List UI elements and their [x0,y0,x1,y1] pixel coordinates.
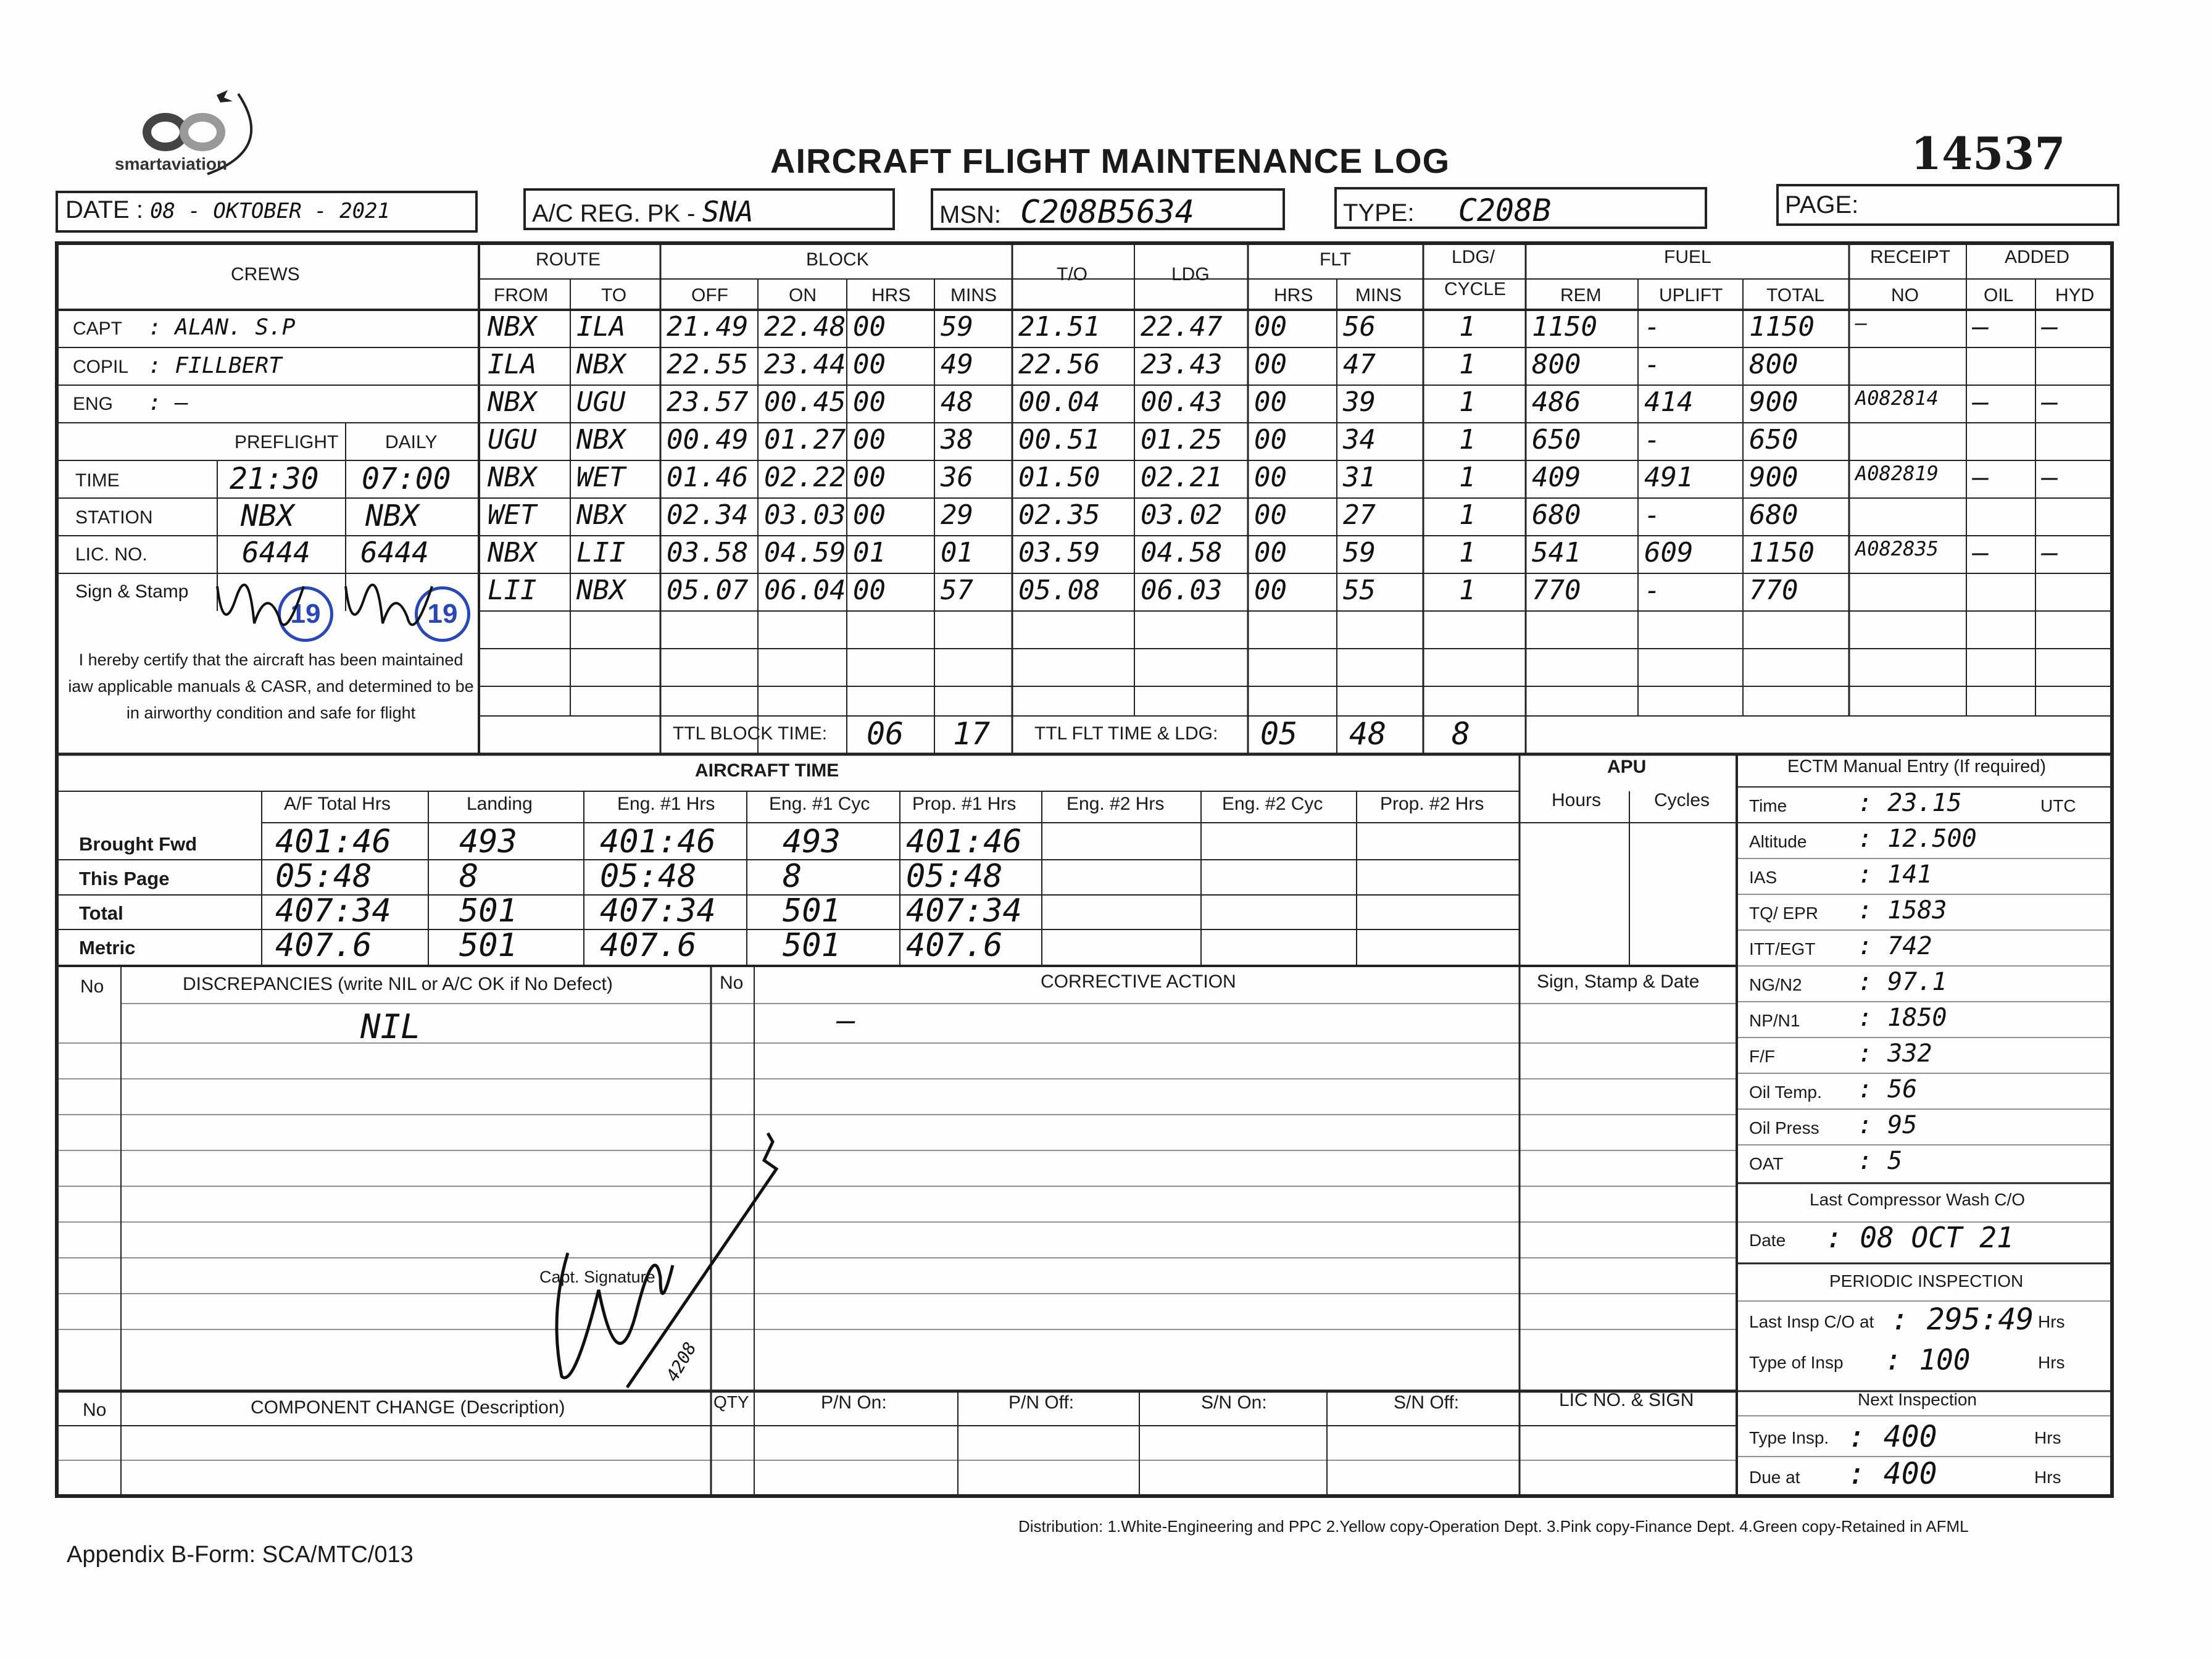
crew-label-capt: CAPT [73,318,123,339]
ectm-label: NP/N1 [1749,1011,1800,1030]
aircraft-time-value[interactable]: 501 [783,927,841,964]
ldg-cycle-header-2: CYCLE [1444,279,1507,299]
type-insp-label: Type of Insp [1749,1353,1844,1372]
aircraft-time-col-header: A/F Total Hrs [284,794,391,814]
aircraft-time-value[interactable]: 05:48 [600,858,697,895]
aircraft-time-value[interactable]: 401:46 [906,823,1022,860]
mins-header: MINS [950,285,997,306]
next-inspection-title: Next Inspection [1858,1390,1977,1409]
cell-on[interactable]: 00.45 [764,386,846,418]
cell-hrs[interactable]: 00 [853,499,886,531]
cell-fuel-rem[interactable]: 486 [1532,386,1581,418]
comp-qty-header: QTY [713,1392,749,1412]
aircraft-time-col-header: Eng. #1 Hrs [617,794,715,814]
cell-hyd-added[interactable]: — [2042,537,2058,568]
cell-from[interactable]: ILA [488,349,537,380]
cell-off[interactable]: 22.55 [667,349,749,380]
cell-hrs[interactable]: 00 [853,311,886,343]
cell-mins[interactable]: 38 [941,424,973,455]
aircraft-time-row-label: Total [79,902,123,924]
cell-hrs[interactable]: 00 [853,424,886,455]
cell-receipt-no[interactable]: A082819 [1855,462,1939,485]
station-label: STATION [75,507,153,528]
cell-ldg-cycle[interactable]: 1 [1459,424,1476,455]
ectm-label: F/F [1749,1047,1775,1066]
off-header: OFF [691,285,728,306]
ectm-value[interactable]: : 332 [1858,1039,1932,1068]
comp-no-header: No [83,1400,107,1420]
cell-hrs[interactable]: 00 [853,349,886,380]
form-title: AIRCRAFT FLIGHT MAINTENANCE LOG [770,141,1450,180]
capt-signature-number: 4208 [662,1339,701,1385]
aircraft-time-title: AIRCRAFT TIME [695,760,839,781]
cell-to[interactable]: UGU [576,386,626,418]
cell-from[interactable]: WET [488,499,537,531]
inspector-stamp-daily: 19 [415,586,470,642]
cell-hrs[interactable]: 01 [853,537,886,568]
aircraft-time-value[interactable]: 401:46 [600,823,716,860]
cell-landing[interactable]: 23.43 [1141,349,1223,380]
next-type-label: Type Insp. [1749,1428,1829,1447]
cell-from[interactable]: LII [488,575,537,606]
station-preflight[interactable]: NBX [241,499,294,533]
sn-off-header: S/N Off: [1394,1392,1460,1413]
cell-landing[interactable]: 01.25 [1141,424,1223,455]
cell-ldg-cycle[interactable]: 1 [1459,575,1476,606]
cell-from[interactable]: NBX [488,537,537,568]
cell-fuel-uplift[interactable]: - [1644,349,1661,380]
flt-header: FLT [1320,249,1352,270]
cell-mins[interactable]: 57 [941,575,973,606]
cell-oil-added[interactable]: — [1973,537,1989,568]
cell-on[interactable]: 01.27 [764,424,846,455]
cell-mins[interactable]: 48 [941,386,973,418]
sign-label: Sign & Stamp [75,581,189,602]
cell-landing[interactable]: 06.03 [1141,575,1223,606]
aircraft-time-col-header: Eng. #2 Cyc [1222,794,1323,814]
aircraft-time-value[interactable]: 407.6 [906,927,1003,964]
cell-oil-added[interactable]: — [1973,462,1989,493]
from-header: FROM [494,285,549,306]
preflight-header: PREFLIGHT [235,432,339,452]
reg-value: SNA [702,195,754,228]
cell-to[interactable]: WET [576,462,626,493]
ttl-block-label: TTL BLOCK TIME: [673,723,828,744]
added-header: ADDED [2005,247,2070,267]
cell-takeoff[interactable]: 05.08 [1018,575,1100,606]
ectm-title: ECTM Manual Entry (If required) [1787,757,2047,776]
serial-number: 14537 [1911,127,2066,180]
cell-landing[interactable]: 03.02 [1141,499,1223,531]
cell-fuel-uplift[interactable]: 491 [1644,462,1694,493]
ttl-flt-mins[interactable]: 48 [1349,716,1387,752]
cell-fuel-rem[interactable]: 1150 [1532,311,1597,343]
ttl-ldg[interactable]: 8 [1452,716,1471,752]
to2-header: TO [601,285,627,306]
cell-takeoff[interactable]: 00.04 [1018,386,1100,418]
pn-on-header: P/N On: [821,1392,887,1413]
to-header: T/O [1057,264,1087,285]
ectm-unit: UTC [2040,796,2076,815]
aircraft-time-value[interactable]: 407:34 [906,892,1022,929]
pn-off-header: P/N Off: [1008,1392,1075,1413]
aircraft-time-value[interactable]: 8 [783,858,802,895]
aircraft-time-value[interactable]: 401:46 [275,823,391,860]
cell-on[interactable]: 04.59 [764,537,846,568]
msn-value: C208B5634 [1020,194,1194,231]
cell-off[interactable]: 01.46 [667,462,749,493]
cell-ldg-cycle[interactable]: 1 [1459,386,1476,418]
lic-label: LIC. NO. [75,544,148,565]
cell-from[interactable]: NBX [488,311,537,343]
cell-fuel-uplift[interactable]: 414 [1644,386,1694,418]
cell-hyd-added[interactable]: — [2042,462,2058,493]
distribution-note: Distribution: 1.White-Engineering and PPC 2.Yellow copy-Operation Dept. 3.Pink copy-Finance Dept. 4.Green copy-Retained in AFML [1018,1517,1969,1536]
cell-flt-hrs[interactable]: 00 [1254,311,1287,343]
aircraft-time-value[interactable]: 407:34 [275,892,391,929]
cell-fuel-rem[interactable]: 650 [1532,424,1581,455]
cell-flt-mins[interactable]: 39 [1343,386,1376,418]
lic-sign-header: LIC NO. & SIGN [1559,1390,1694,1410]
ectm-value[interactable]: : 5 [1858,1147,1903,1175]
receipt-header: RECEIPT [1870,247,1951,267]
cell-ldg-cycle[interactable]: 1 [1459,499,1476,531]
cell-fuel-rem[interactable]: 680 [1532,499,1581,531]
time-daily[interactable]: 07:00 [362,462,451,496]
crew-name-capt[interactable]: : ALAN. S.P [148,315,296,340]
route-header: ROUTE [536,249,601,270]
certify-statement: I hereby certify that the aircraft has been maintained iaw applicable manuals & CASR, and determined to be in airworthy condition and safe for flight [68,651,474,722]
ttl-flt-label: TTL FLT TIME & LDG: [1034,723,1218,744]
cell-fuel-uplift[interactable]: - [1644,499,1661,531]
time-preflight[interactable]: 21:30 [230,462,319,496]
cell-on[interactable]: 02.22 [764,462,846,493]
cell-flt-mins[interactable]: 34 [1343,424,1376,455]
page-label: PAGE: [1785,191,1859,218]
corr-no-header: No [720,973,744,993]
cell-off[interactable]: 00.49 [667,424,749,455]
daily-header: DAILY [385,432,438,452]
aircraft-time-value[interactable]: 407:34 [600,892,716,929]
cell-fuel-total[interactable]: 680 [1749,499,1798,531]
aircraft-time-col-header: Eng. #2 Hrs [1066,794,1165,814]
rem-header: REM [1560,285,1602,306]
cell-off[interactable]: 03.58 [667,537,749,568]
cell-fuel-total[interactable]: 900 [1749,386,1798,418]
ectm-label: Altitude [1749,832,1807,851]
cell-flt-mins[interactable]: 55 [1343,575,1376,606]
aircraft-time-row-label: This Page [79,868,170,889]
apu-cycles-header: Cycles [1654,790,1710,810]
date-value: 08 - OKTOBER - 2021 [150,199,390,223]
type-insp-value[interactable]: : 100 [1885,1343,1971,1376]
ectm-label: Oil Temp. [1749,1083,1822,1102]
cell-receipt-no[interactable]: A082835 [1855,537,1939,560]
aircraft-time-value[interactable]: 501 [459,892,517,929]
flt-hrs-header: HRS [1274,285,1313,306]
inspector-stamp-preflight: 19 [278,586,333,642]
cell-ldg-cycle[interactable]: 1 [1459,537,1476,568]
cell-from[interactable]: NBX [488,386,537,418]
aircraft-time-value[interactable]: 493 [783,823,841,860]
cell-fuel-total[interactable]: 1150 [1749,537,1815,568]
cell-hrs[interactable]: 00 [853,386,886,418]
aircraft-time-value[interactable]: 501 [459,927,517,964]
type-value: C208B [1458,193,1552,228]
aircraft-time-value[interactable]: 493 [459,823,517,860]
block-header: BLOCK [806,249,869,270]
ectm-value[interactable]: : 95 [1858,1111,1918,1139]
sn-on-header: S/N On: [1201,1392,1267,1413]
cell-flt-hrs[interactable]: 00 [1254,575,1287,606]
cell-takeoff[interactable]: 02.35 [1018,499,1100,531]
ttl-flt-hrs[interactable]: 05 [1260,716,1298,752]
cell-hrs[interactable]: 00 [853,575,886,606]
sign-stamp-header: Sign, Stamp & Date [1537,971,1700,992]
cell-to[interactable]: LII [576,537,626,568]
cell-landing[interactable]: 02.21 [1141,462,1223,493]
cell-fuel-rem[interactable]: 409 [1532,462,1581,493]
cell-mins[interactable]: 01 [941,537,973,568]
due-unit: Hrs [2034,1468,2061,1487]
no-header: NO [1891,285,1919,306]
cell-takeoff[interactable]: 22.56 [1018,349,1100,380]
cell-takeoff[interactable]: 03.59 [1018,537,1100,568]
cell-flt-hrs[interactable]: 00 [1254,537,1287,568]
aircraft-time-value[interactable]: 05:48 [906,858,1003,895]
crew-label-eng: ENG [73,394,114,414]
cell-fuel-total[interactable]: 900 [1749,462,1798,493]
cell-mins[interactable]: 59 [941,311,973,343]
last-insp-label: Last Insp C/O at [1749,1312,1874,1331]
aircraft-time-value[interactable]: 8 [459,858,479,895]
cell-to[interactable]: NBX [576,424,626,455]
next-type-unit: Hrs [2034,1428,2061,1447]
crew-name-copil[interactable]: : FILLBERT [148,353,282,378]
ectm-value[interactable]: : 97.1 [1858,968,1947,996]
brand-name: smartaviation [115,154,228,173]
type-label: TYPE: [1343,199,1415,227]
cell-ldg-cycle[interactable]: 1 [1459,349,1476,380]
disc-title: DISCREPANCIES (write NIL or A/C OK if No Defect) [183,974,613,994]
cell-to[interactable]: NBX [576,349,626,380]
compressor-title: Last Compressor Wash C/O [1810,1190,2026,1209]
corrective-entry[interactable]: — [837,1002,856,1038]
cell-fuel-uplift[interactable]: - [1644,311,1661,343]
hrs-header: HRS [871,285,911,306]
aircraft-time-value[interactable]: 407.6 [600,927,697,964]
on-header: ON [789,285,817,306]
next-type-value[interactable]: : 400 [1848,1420,1937,1454]
uplift-header: UPLIFT [1659,285,1723,306]
cell-receipt-no[interactable]: A082814 [1855,386,1939,410]
aircraft-time-col-header: Prop. #1 Hrs [912,794,1017,814]
ectm-label: Time [1749,796,1787,815]
reg-label: A/C REG. PK - [532,200,696,227]
comp-title: COMPONENT CHANGE (Description) [251,1397,565,1418]
type-insp-unit: Hrs [2038,1353,2065,1372]
cell-from[interactable]: NBX [488,462,537,493]
crew-label-copil: COPIL [73,357,129,377]
lic-preflight[interactable]: 6444 [242,536,310,569]
cell-from[interactable]: UGU [488,424,537,455]
cell-fuel-rem[interactable]: 800 [1532,349,1581,380]
cell-hyd-added[interactable]: — [2042,386,2058,418]
cell-flt-hrs[interactable]: 00 [1254,499,1287,531]
cell-flt-hrs[interactable]: 00 [1254,349,1287,380]
ectm-value[interactable]: : 1850 [1858,1004,1947,1032]
aircraft-time-col-header: Prop. #2 Hrs [1380,794,1484,814]
cell-oil-added[interactable]: — [1973,386,1989,418]
cell-to[interactable]: NBX [576,575,626,606]
time-label: TIME [75,470,120,491]
ectm-label: TQ/ EPR [1749,904,1819,923]
total-header: TOTAL [1766,285,1824,306]
aircraft-time-value[interactable]: 501 [783,892,841,929]
ectm-label: ITT/EGT [1749,939,1816,958]
cell-takeoff[interactable]: 00.51 [1018,424,1100,455]
due-label: Due at [1749,1468,1800,1487]
compressor-date-value[interactable]: : 08 OCT 21 [1826,1221,2014,1254]
cell-takeoff[interactable]: 01.50 [1018,462,1100,493]
ectm-label: Oil Press [1749,1118,1819,1137]
ectm-value[interactable]: : 23.15 [1858,789,1962,817]
ectm-label: IAS [1749,868,1778,887]
cell-flt-mins[interactable]: 47 [1343,349,1376,380]
cell-fuel-rem[interactable]: 770 [1532,575,1581,606]
cell-off[interactable]: 21.49 [667,311,749,343]
cell-flt-hrs[interactable]: 00 [1254,424,1287,455]
hyd-header: HYD [2055,285,2095,306]
crews-header: CREWS [231,264,300,285]
aircraft-time-col-header: Landing [467,794,533,814]
cell-on[interactable]: 03.03 [764,499,846,531]
aircraft-time-col-header: Eng. #1 Cyc [769,794,870,814]
cell-mins[interactable]: 49 [941,349,973,380]
cell-flt-hrs[interactable]: 00 [1254,462,1287,493]
flt-mins-header: MINS [1355,285,1402,306]
cell-off[interactable]: 23.57 [667,386,749,418]
cell-to[interactable]: NBX [576,499,626,531]
cell-hyd-added[interactable]: — [2042,311,2058,343]
date-label: DATE : [65,196,143,223]
ectm-label: NG/N2 [1749,975,1802,994]
aircraft-time-row-label: Brought Fwd [79,833,198,855]
cell-fuel-rem[interactable]: 541 [1532,537,1581,568]
cell-landing[interactable]: 22.47 [1141,311,1223,343]
cell-fuel-total[interactable]: 800 [1749,349,1798,380]
cell-fuel-uplift[interactable]: - [1644,575,1661,606]
cell-off[interactable]: 05.07 [667,575,749,606]
cell-oil-added[interactable]: — [1973,311,1989,343]
appendix-note: Appendix B-Form: SCA/MTC/013 [67,1542,414,1568]
cell-receipt-no[interactable]: — [1855,311,1868,335]
ectm-value[interactable]: : 742 [1858,932,1932,960]
cell-fuel-total[interactable]: 1150 [1749,311,1815,343]
cell-flt-mins[interactable]: 59 [1343,537,1376,568]
cell-fuel-uplift[interactable]: - [1644,424,1661,455]
cell-hrs[interactable]: 00 [853,462,886,493]
cell-off[interactable]: 02.34 [667,499,749,531]
station-daily[interactable]: NBX [365,499,419,533]
last-insp-value[interactable]: : 295:49 [1891,1302,2034,1337]
cell-flt-mins[interactable]: 56 [1343,311,1376,343]
cell-ldg-cycle[interactable]: 1 [1459,311,1476,343]
compressor-date-label: Date [1749,1231,1786,1250]
aircraft-time-value[interactable]: 05:48 [275,858,372,895]
corrective-header: CORRECTIVE ACTION [1041,971,1236,992]
ectm-value[interactable]: : 1583 [1858,896,1947,925]
discrepancy-entry[interactable]: NIL [360,1007,421,1046]
apu-title: APU [1607,757,1647,777]
oil-header: OIL [1984,285,2014,306]
cell-ldg-cycle[interactable]: 1 [1459,462,1476,493]
msn-label: MSN: [939,201,1001,228]
lic-daily[interactable]: 6444 [360,536,429,569]
fuel-header: FUEL [1664,247,1711,267]
ttl-block-mins[interactable]: 17 [953,716,991,752]
periodic-title: PERIODIC INSPECTION [1829,1271,2024,1291]
ectm-value[interactable]: : 141 [1858,860,1932,889]
due-value[interactable]: : 400 [1848,1457,1937,1491]
ldg-cycle-header-1: LDG/ [1452,247,1495,267]
cell-to[interactable]: ILA [576,311,626,343]
cell-flt-mins[interactable]: 27 [1343,499,1376,531]
crew-name-eng[interactable]: : — [148,390,189,415]
ldg-header: LDG [1171,264,1210,285]
aircraft-time-value[interactable]: 407.6 [275,927,372,964]
cell-mins[interactable]: 29 [941,499,973,531]
cell-on[interactable]: 06.04 [764,575,846,606]
ectm-value[interactable]: : 12.500 [1858,825,1977,853]
cell-landing[interactable]: 04.58 [1141,537,1223,568]
cell-flt-hrs[interactable]: 00 [1254,386,1287,418]
capt-signature-label: Capt. Signature [539,1268,655,1286]
last-insp-unit: Hrs [2038,1312,2065,1331]
apu-hours-header: Hours [1552,790,1602,810]
cell-on[interactable]: 23.44 [764,349,846,380]
cell-fuel-uplift[interactable]: 609 [1644,537,1694,568]
cell-takeoff[interactable]: 21.51 [1018,311,1100,343]
cell-on[interactable]: 22.48 [764,311,846,343]
ectm-label: OAT [1749,1154,1784,1173]
cell-mins[interactable]: 36 [941,462,973,493]
cell-flt-mins[interactable]: 31 [1343,462,1376,493]
ectm-value[interactable]: : 56 [1858,1075,1918,1104]
cell-fuel-total[interactable]: 650 [1749,424,1798,455]
disc-no-header: No [80,976,104,997]
cell-fuel-total[interactable]: 770 [1749,575,1798,606]
ttl-block-hrs[interactable]: 06 [867,716,904,752]
cell-landing[interactable]: 00.43 [1141,386,1223,418]
aircraft-time-row-label: Metric [79,937,136,958]
